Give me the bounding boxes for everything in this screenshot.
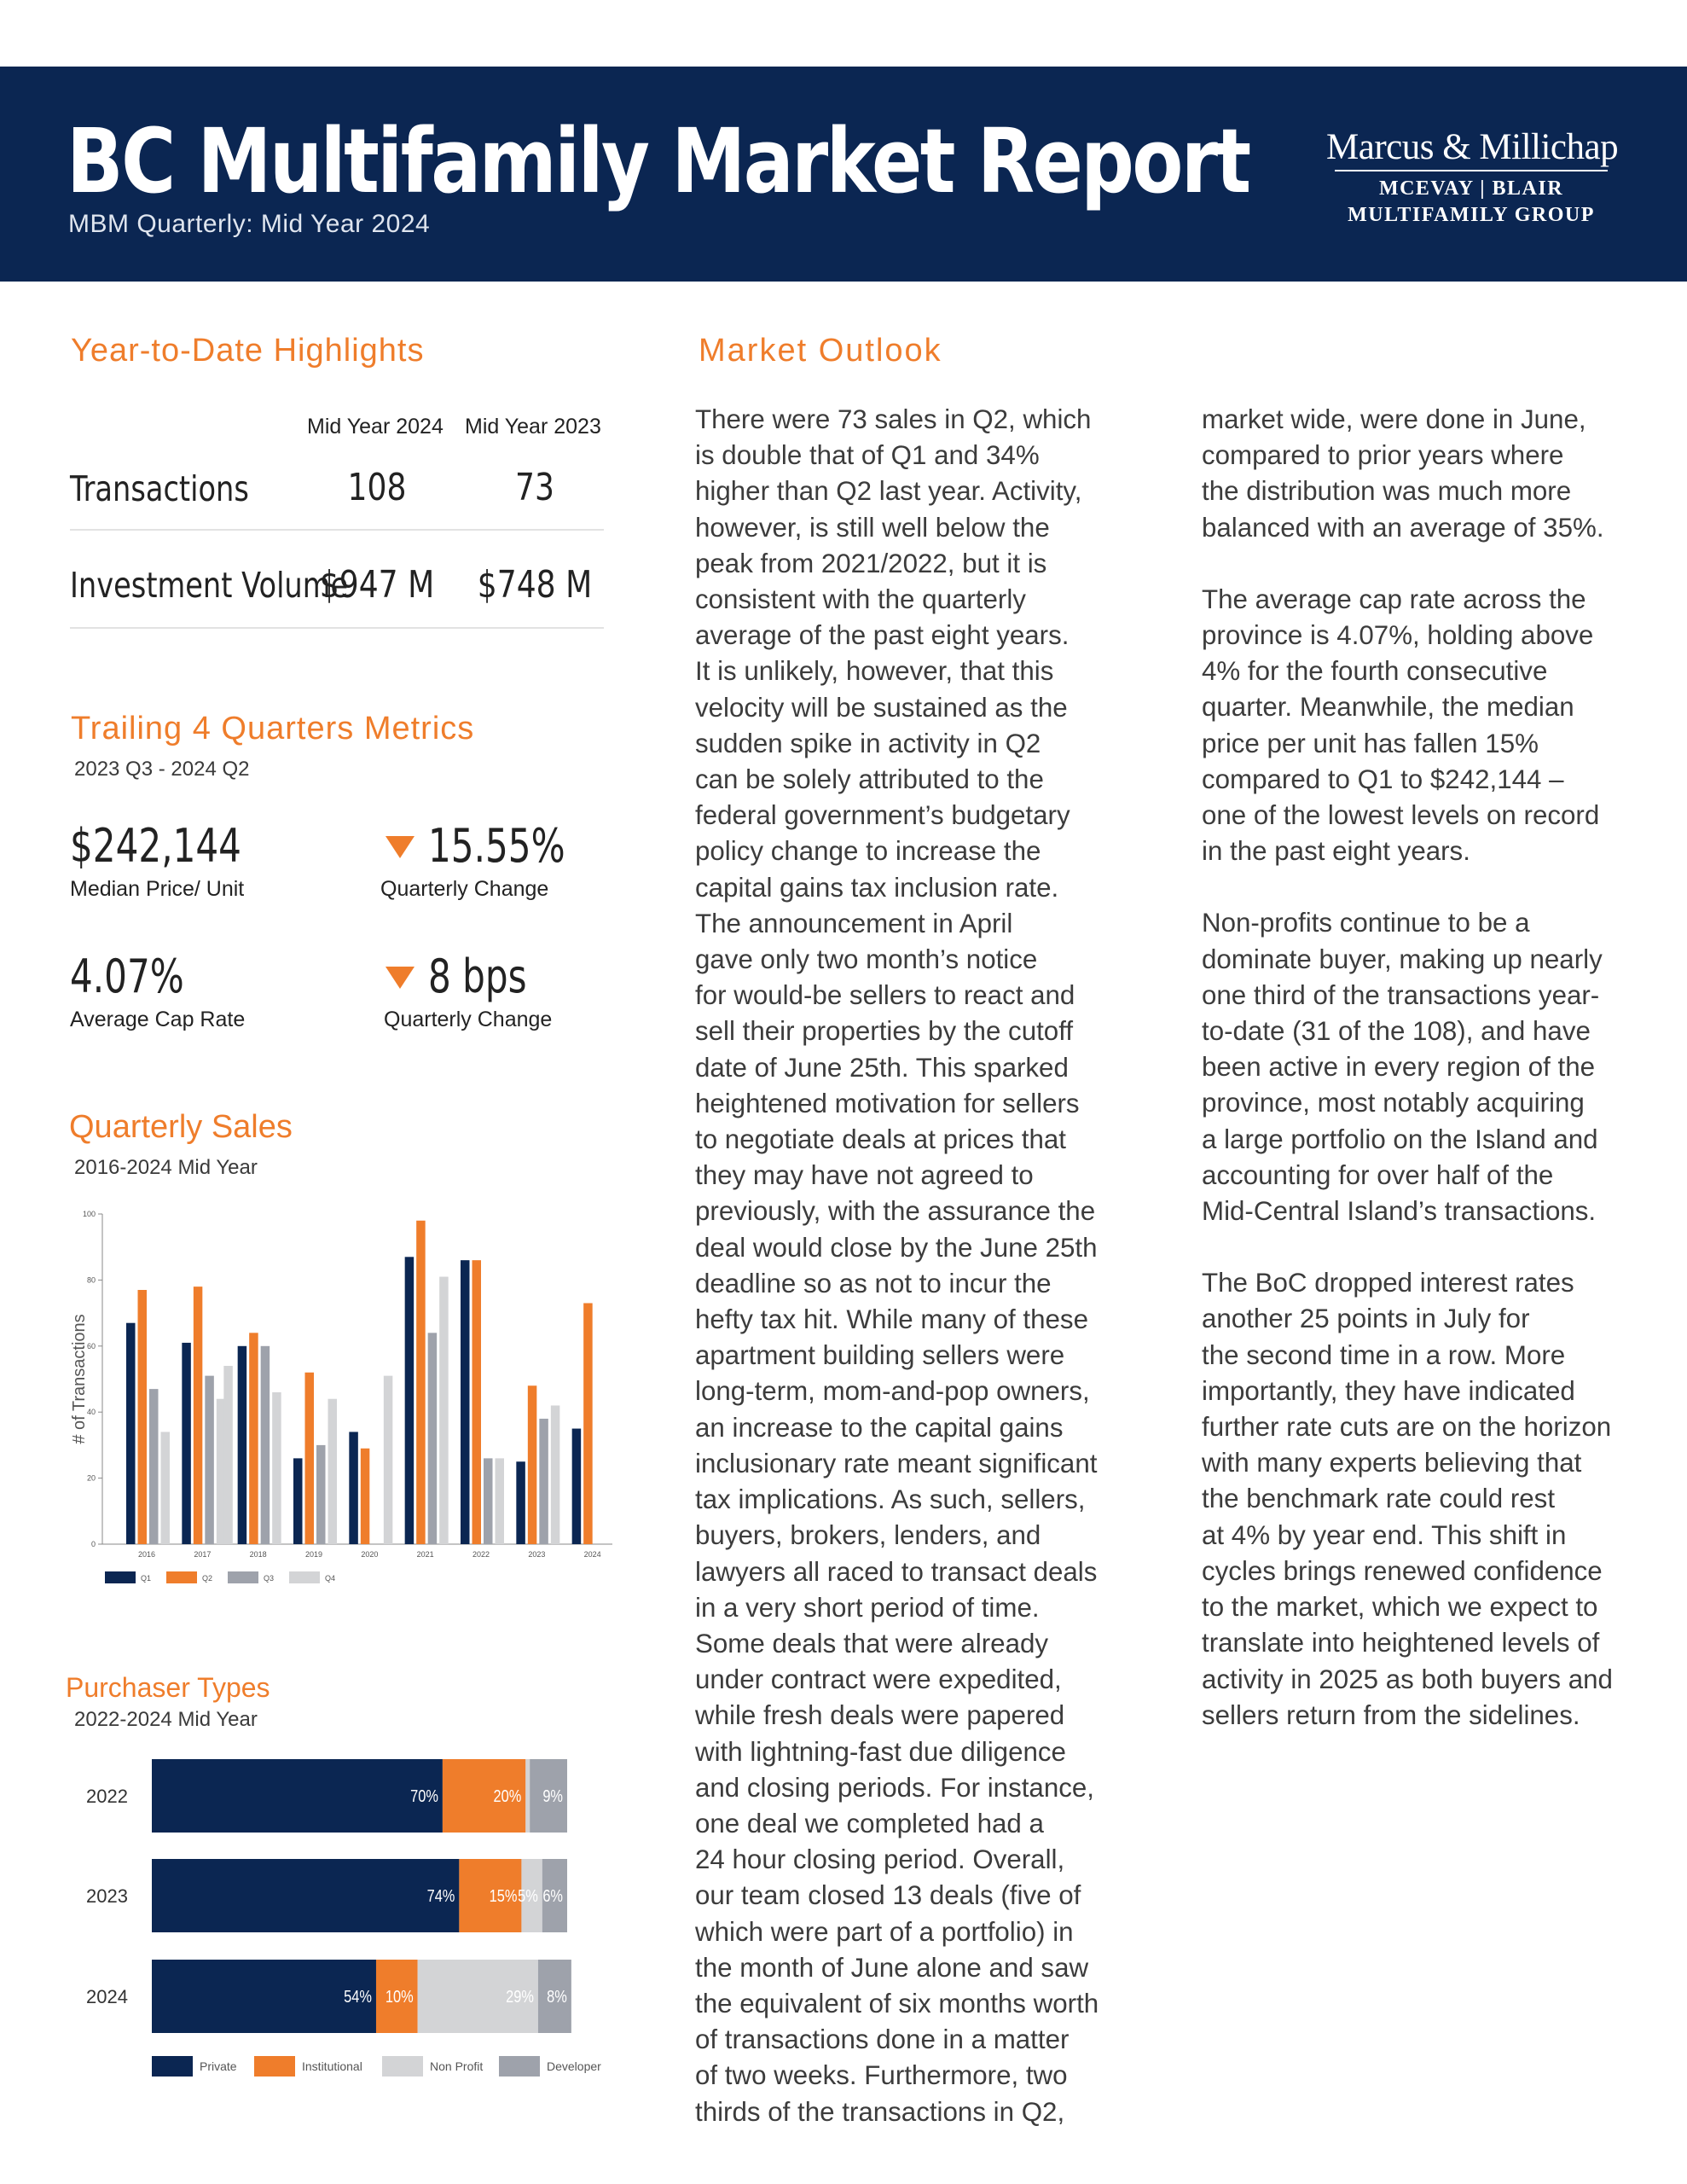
segment-label: 8% [547, 1986, 567, 2007]
bar-q3-2016 [149, 1389, 159, 1544]
y-tick-label: 60 [86, 1341, 96, 1350]
bar-q3-2022 [484, 1458, 493, 1544]
ytd-row-label: Transactions [70, 468, 249, 509]
quarterly-sales-chart [60, 1203, 623, 1595]
bar-q1-2019 [293, 1458, 303, 1544]
y-axis-label: # of Transactions [70, 1314, 89, 1444]
outlook-paragraph: Non-profits continue to be a dominate buyer, making up nearly one third of the transactions year- to-date (31 of the 108), and have been active in every region of the province, most notably acquiring a large portfolio on the Island and accounting for over half of the Mid-Central Island’s transactions. [1202, 908, 1603, 1227]
segment-non-profit-2022 [525, 1759, 530, 1833]
cap-change-value: 8 bps [428, 950, 527, 1003]
bar-q1-2020 [349, 1432, 358, 1544]
x-tick-label: 2023 [528, 1550, 546, 1559]
outlook-paragraph: There were 73 sales in Q2, which is double that of Q1 and 34% higher than Q2 last year. Activity, however, is still well below the peak from 2021/2022, but it is consistent with the quarterly average of the past eight years. It is unlikely, however, that this velocity will be sustained as the sudden spike in activity in Q2 can be solely attributed to the federal government’s budgetary policy change to increase the capital gains tax inclusion rate. The announcement in April gave only two month’s notice for would-be sellers to react and sell their properties by the cutoff date of June 25th. This sparked heightened motivation for sellers to negotiate deals at prices that they may have not agreed to previously, with the assurance the deal would close by the June 25th deadline so as not to incur the hefty tax hit. While many of these apartment building sellers were long-term, mom-and-pop owners, an increase to the capital gains inclusionary rate meant significant tax implications. As such, sellers, buyers, brokers, lenders, and lawyers all raced to transact deals in a very short period of time. Some deals that were already under contract were expedited, while fresh deals were papered with lightning-fast due diligence and closing periods. For instance, one deal we completed had a 24 hour closing period. Overall, our team closed 13 deals (five of which were part of a portfolio) in the month of June alone and saw the equivalent of six months worth of transactions done in a matter of two weeks. Furthermore, two thirds of the transactions in Q2, [695, 404, 1099, 2127]
bar-q2-2019 [305, 1373, 315, 1544]
y-tick-label: 20 [86, 1473, 96, 1483]
legend-label-private: Private [200, 2059, 237, 2073]
x-tick-label: 2018 [249, 1550, 267, 1559]
price-change-label: Quarterly Change [380, 877, 549, 901]
x-tick-label: 2022 [472, 1550, 490, 1559]
bar-q1-2021 [405, 1257, 415, 1544]
cap-rate-label: Average Cap Rate [70, 1008, 246, 1031]
segment-label: 20% [493, 1786, 522, 1806]
ytd-row-label: Investment Volume [70, 565, 349, 606]
legend-swatch-q3 [228, 1571, 258, 1583]
bar-q1-2022 [461, 1260, 470, 1544]
segment-label: 74% [426, 1885, 455, 1906]
legend-swatch-non-profit [382, 2056, 423, 2077]
bar-q3-2023 [539, 1419, 548, 1544]
bar-q4-2018 [272, 1392, 281, 1544]
bar-q2-2022 [472, 1260, 482, 1544]
bar-q1-2018 [238, 1346, 247, 1544]
quarterly-sales-title: Quarterly Sales [69, 1109, 293, 1145]
ytd-transactions-2023: 73 [515, 466, 554, 509]
cap-change-label: Quarterly Change [384, 1008, 553, 1031]
x-tick-label: 2024 [583, 1550, 601, 1559]
row-label-2023: 2023 [86, 1885, 128, 1907]
bar-q4-2019 [328, 1399, 338, 1544]
bar-q1-2023 [516, 1461, 525, 1544]
bar-extra-2017 [223, 1366, 233, 1544]
cap-rate-value: 4.07% [70, 950, 184, 1003]
bar-q2-2024 [583, 1303, 593, 1544]
segment-label: 29% [506, 1986, 534, 2007]
bar-q1-2024 [572, 1429, 582, 1544]
outlook-column-1 [695, 402, 1139, 2130]
ytd-divider [70, 529, 604, 531]
trailing-title: Trailing 4 Quarters Metrics [71, 711, 475, 746]
legend-label-q1: Q1 [141, 1574, 152, 1583]
bar-q3-2019 [316, 1445, 326, 1544]
bar-q2-2021 [416, 1221, 426, 1544]
bar-q4-2022 [496, 1458, 505, 1544]
y-tick-label: 40 [86, 1408, 96, 1417]
x-tick-label: 2016 [137, 1550, 156, 1559]
bar-q2-2017 [194, 1287, 203, 1544]
bar-q2-2020 [361, 1449, 370, 1544]
logo-team: MCEVAY | BLAIR [1378, 177, 1564, 200]
bar-q4-2021 [439, 1277, 449, 1544]
ytd-col-2024: Mid Year 2024 [307, 415, 443, 439]
bar-q2-2023 [528, 1385, 537, 1544]
report-subtitle: MBM Quarterly: Mid Year 2024 [68, 210, 431, 238]
logo-group: MULTIFAMILY GROUP [1348, 204, 1595, 226]
legend-label-non-profit: Non Profit [430, 2059, 484, 2073]
purchaser-types-chart [60, 1740, 623, 2090]
ytd-col-2023: Mid Year 2023 [465, 415, 601, 439]
ytd-title: Year-to-Date Highlights [71, 333, 425, 369]
logo-brand: Marcus & Millichap [1326, 127, 1619, 167]
legend-swatch-institutional [254, 2056, 295, 2077]
bar-q4-2016 [161, 1432, 171, 1544]
segment-private-2022 [152, 1759, 443, 1833]
legend-label-institutional: Institutional [302, 2059, 362, 2073]
x-tick-label: 2017 [194, 1550, 212, 1559]
legend-label-q2: Q2 [202, 1574, 213, 1583]
purchaser-types-subtitle: 2022-2024 Mid Year [74, 1708, 258, 1731]
outlook-paragraph: The BoC dropped interest rates another 25 points in July for the second time in a row. More importantly, they have indicated further rate cuts are on the horizon with many experts believing that the benchmark rate could rest at 4% by year end. This shift in cycles brings renewed confidence to the market, which we expect to translate into heightened levels of activity in 2025 as both buyers and sellers return from the sidelines. [1202, 1268, 1613, 1730]
x-tick-label: 2020 [361, 1550, 379, 1559]
outlook-paragraph: The average cap rate across the province is 4.07%, holding above 4% for the fourth consecutive quarter. Meanwhile, the median price per unit has fallen 15% compared to Q1 to $242,144 – one of the lowest levels on record in the past eight years. [1202, 584, 1600, 867]
triangle-down-icon [386, 836, 415, 858]
segment-label: 5% [518, 1885, 538, 1906]
median-price-value: $242,144 [70, 819, 241, 873]
segment-label: 6% [542, 1885, 564, 1906]
price-change-value: 15.55% [428, 819, 565, 873]
purchaser-types-title: Purchaser Types [66, 1672, 270, 1703]
x-tick-label: 2021 [416, 1550, 434, 1559]
segment-label: 9% [542, 1786, 564, 1806]
y-tick-label: 80 [86, 1275, 96, 1285]
bar-q4-2020 [384, 1376, 393, 1544]
ytd-volume-2023: $748 M [477, 563, 593, 607]
segment-label: 70% [410, 1786, 438, 1806]
logo-divider [1335, 170, 1608, 171]
trailing-subtitle: 2023 Q3 - 2024 Q2 [74, 758, 250, 781]
legend-label-q4: Q4 [325, 1574, 336, 1583]
row-label-2024: 2024 [86, 1986, 128, 2007]
bar-q1-2016 [126, 1323, 136, 1544]
outlook-paragraph: market wide, were done in June, compared to prior years where the distribution was much more balanced with an average of 35%. [1202, 404, 1604, 543]
segment-label: 54% [344, 1986, 372, 2007]
segment-label: 15% [489, 1885, 518, 1906]
triangle-down-icon [386, 967, 415, 989]
x-tick-label: 2019 [304, 1550, 323, 1559]
legend-swatch-developer [499, 2056, 540, 2077]
bar-q3-2021 [428, 1333, 437, 1544]
bar-q2-2016 [138, 1290, 148, 1544]
outlook-column-2 [1202, 402, 1645, 1734]
quarterly-sales-subtitle: 2016-2024 Mid Year [74, 1156, 258, 1179]
ytd-transactions-2024: 108 [347, 466, 407, 509]
company-logo [1326, 126, 1619, 229]
median-price-label: Median Price/ Unit [70, 877, 245, 901]
outlook-title: Market Outlook [699, 333, 942, 369]
bar-q4-2023 [551, 1405, 560, 1544]
y-tick-label: 0 [90, 1540, 96, 1548]
legend-label-developer: Developer [547, 2059, 601, 2073]
segment-label: 10% [385, 1986, 414, 2007]
report-title: BC Multifamily Market Report [67, 109, 1249, 213]
legend-label-q3: Q3 [264, 1574, 275, 1583]
bar-q1-2017 [182, 1343, 191, 1544]
ytd-divider [70, 627, 604, 629]
segment-private-2023 [152, 1859, 459, 1932]
legend-swatch-q4 [289, 1571, 320, 1583]
row-label-2022: 2022 [86, 1786, 128, 1807]
bar-q2-2018 [249, 1333, 258, 1544]
legend-swatch-private [152, 2056, 193, 2077]
legend-swatch-q1 [105, 1571, 136, 1583]
segment-private-2024 [152, 1960, 376, 2033]
ytd-volume-2024: $947 M [319, 563, 435, 607]
y-tick-label: 100 [82, 1210, 96, 1218]
bar-q3-2018 [261, 1346, 270, 1544]
bar-q3-2017 [205, 1376, 214, 1544]
legend-swatch-q2 [166, 1571, 197, 1583]
